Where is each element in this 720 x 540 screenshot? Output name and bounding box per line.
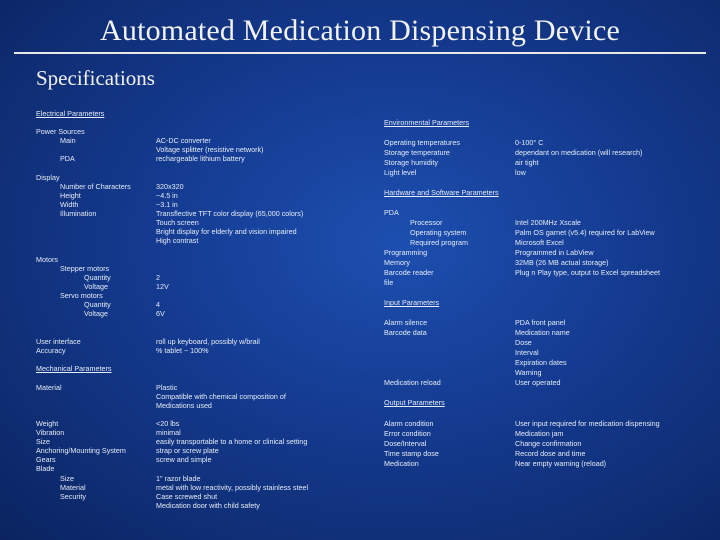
material-label: Material [36,383,62,392]
bright-display: Bright display for elderly and vision impaired [156,227,297,236]
servo-voltage-value: 6V [156,309,165,318]
environmental-parameters-heading: Environmental Parameters [384,118,470,127]
slide-title: Automated Medication Dispensing Device [100,14,620,47]
height-value: ~4.5 in [156,191,178,200]
processor-label: Processor [410,218,443,227]
touch-screen: Touch screen [156,218,199,227]
vibration-label: Vibration [36,428,65,437]
material-value-2: Compatible with chemical composition of [156,392,286,401]
medication-reload-value: User operated [515,378,561,387]
barcode-data-item: Warning [515,368,542,377]
hw-sw-parameters-heading: Hardware and Software Parameters [384,188,499,197]
barcode-data-item: Medication name [515,328,570,337]
barcode-reader-value: Plug n Play type, output to Excel spreadsheet [515,268,661,277]
accuracy-value: % tablet ~ 100% [156,346,209,355]
security-value-2: Medication door with child safety [156,501,260,510]
servo-motors-label: Servo motors [60,291,103,300]
size-label: Size [36,437,50,446]
main-value-1: AC-DC converter [156,136,211,145]
alarm-silence-value: PDA front panel [515,318,566,327]
weight-label: Weight [36,419,59,428]
error-condition-label: Error condition [384,429,431,438]
weight-value: <20 lbs [156,419,180,428]
alarm-condition-value: User input required for medication dispensing [515,419,660,428]
medication-label: Medication [384,459,419,468]
height-label: Height [60,191,81,200]
pda-label: PDA [60,154,75,163]
storage-temp-label: Storage temperature [384,148,450,157]
medication-value: Near empty warning (reload) [515,459,607,468]
barcode-reader-label: Barcode reader [384,268,434,277]
blade-size-label: Size [60,474,74,483]
motors-label: Motors [36,255,58,264]
required-program-label: Required program [410,238,468,247]
memory-value: 32MB (26 MB actual storage) [515,258,609,267]
mechanical-parameters-heading: Mechanical Parameters [36,364,112,373]
power-sources-label: Power Sources [36,127,85,136]
memory-label: Memory [384,258,410,267]
barcode-data-item: Expiration dates [515,358,567,367]
input-parameters-heading: Input Parameters [384,298,440,307]
alarm-silence-label: Alarm silence [384,318,428,327]
barcode-data-label: Barcode data [384,328,427,337]
stepper-voltage-label: Voltage [84,282,108,291]
high-contrast: High contrast [156,236,199,245]
blade-material-label: Material [60,483,86,492]
programming-label: Programming [384,248,428,257]
electrical-parameters-heading: Electrical Parameters [36,109,105,118]
anchoring-value: strap or screw plate [156,446,219,455]
stepper-voltage-value: 12V [156,282,169,291]
gears-label: Gears [36,455,56,464]
op-temp-value: 0-100° C [515,138,544,147]
material-value-1: Plastic [156,383,178,392]
servo-voltage-label: Voltage [84,309,108,318]
blade-label: Blade [36,464,55,473]
servo-quantity-value: 4 [156,300,160,309]
vibration-value: minimal [156,428,181,437]
storage-temp-value: dependant on medication (will research) [515,148,643,157]
illumination-value: Transflective TFT color display (65,000 colors) [156,209,304,218]
main-value-2: Voltage splitter (resistive network) [156,145,264,154]
op-temp-label: Operating temperatures [384,138,460,147]
accuracy-label: Accuracy [36,346,66,355]
light-level-label: Light level [384,168,417,177]
num-chars-label: Number of Characters [60,182,131,191]
time-stamp-value: Record dose and time [515,449,586,458]
main-label: Main [60,136,76,145]
medication-reload-label: Medication reload [384,378,441,387]
blade-size-value: 1" razor blade [156,474,201,483]
output-parameters-heading: Output Parameters [384,398,445,407]
os-value: Palm OS garnet (v5.4) required for LabView [515,228,655,237]
security-label: Security [60,492,86,501]
blade-material-value: metal with low reactivity, possibly stainless steel [156,483,309,492]
title-underline [14,52,706,54]
required-program-value: Microsoft Excel [515,238,564,247]
servo-quantity-label: Quantity [84,300,111,309]
stepper-quantity-value: 2 [156,273,160,282]
user-interface-label: User interface [36,337,81,346]
storage-humidity-label: Storage humidity [384,158,438,167]
dose-interval-label: Dose/Interval [384,439,427,448]
gears-value: screw and simple [156,455,212,464]
slide-subtitle: Specifications [36,66,155,90]
material-value-3: Medications used [156,401,212,410]
barcode-data-item: Interval [515,348,539,357]
anchoring-label: Anchoring/Mounting System [36,446,126,455]
stepper-quantity-label: Quantity [84,273,111,282]
pda-heading: PDA [384,208,399,217]
os-label: Operating system [410,228,467,237]
num-chars-value: 320x320 [156,182,184,191]
time-stamp-label: Time stamp dose [384,449,439,458]
user-interface-value: roll up keyboard, possibly w/brail [156,337,260,346]
size-value: easily transportable to a home or clinical setting [156,437,308,446]
error-condition-value: Medication jam [515,429,564,438]
illumination-label: Illumination [60,209,97,218]
security-value-1: Case screwed shut [156,492,218,501]
stepper-motors-label: Stepper motors [60,264,110,273]
barcode-data-item: Dose [515,338,532,347]
alarm-condition-label: Alarm condition [384,419,434,428]
file-label: file [384,278,394,287]
dose-interval-value: Change confirmation [515,439,582,448]
width-label: Width [60,200,79,209]
processor-value: Intel 200MHz Xscale [515,218,581,227]
display-label: Display [36,173,60,182]
storage-humidity-value: air tight [515,158,539,167]
light-level-value: low [515,168,526,177]
programming-value: Programmed in LabView [515,248,594,257]
pda-value: rechargeable lithium battery [156,154,245,163]
width-value: ~3.1 in [156,200,178,209]
